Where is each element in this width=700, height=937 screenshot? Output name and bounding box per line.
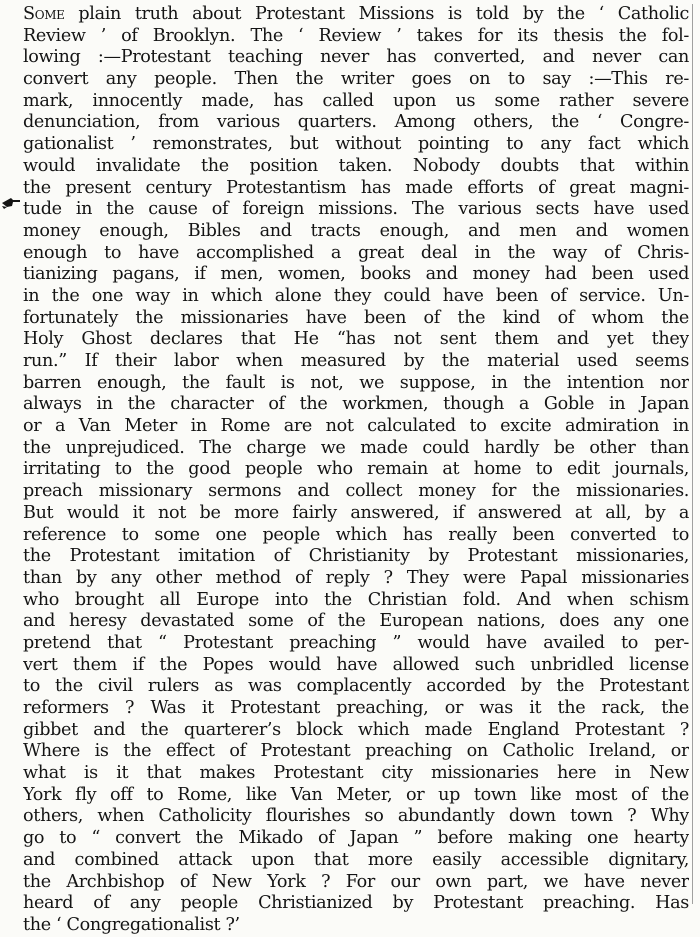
article-line: the Archbishop of New York ? For our own part, we have never — [23, 871, 689, 892]
article-line: preach missionary sermons and collect money for the missionaries. — [23, 481, 689, 502]
article-line: what is it that makes Protestant city missionaries here in New — [23, 763, 689, 784]
article-line: Holy Ghost declares that He “has not sent them and yet they — [23, 329, 689, 350]
article-line: fortunately the missionaries have been of the kind of whom the — [23, 307, 689, 328]
article-line: Where is the effect of Protestant preaching on Catholic Ireland, or — [23, 741, 689, 762]
pointing-hand-icon — [1, 194, 21, 210]
article-line: or a Van Meter in Rome are not calculated to excite admiration in — [23, 416, 689, 437]
article-line: Some plain truth about Protestant Missions is told by the ‘ Catholic — [23, 4, 689, 24]
article-line: to the civil rulers as was complacently accorded by the Protestant — [23, 676, 689, 697]
article-line: than by any other method of reply ? They were Papal missionaries — [23, 567, 689, 588]
article-line: But would it not be more fairly answered, if answered at all, by a — [23, 502, 689, 523]
article-line: the Protestant imitation of Christianity by Protestant missionaries, — [23, 546, 689, 567]
article-line: tude in the cause of foreign missions. The various sects have used — [23, 199, 689, 220]
article-line: would invalidate the position taken. Nobody doubts that within — [23, 155, 689, 176]
article-line: the ‘ Congregationalist ?’ — [23, 914, 240, 935]
article-line: barren enough, the fault is not, we suppose, in the intention nor — [23, 372, 689, 393]
article-line: convert any people. Then the writer goes on to say :—This re- — [23, 69, 689, 90]
article-line: gibbet and the quarterer’s block which made England Protestant ? — [23, 719, 689, 740]
article-line: who brought all Europe into the Christian fold. And when schism — [23, 589, 689, 610]
article-line: gationalist ’ remonstrates, but without pointing to any fact which — [23, 134, 689, 155]
article-line: the unprejudiced. The charge we made could hardly be other than — [23, 437, 689, 458]
article-body — [23, 4, 689, 937]
article-line: Review ’ of Brooklyn. The ‘ Review ’ takes for its thesis the fol- — [23, 25, 689, 46]
article-line: vert them if the Popes would have allowed such unbridled license — [23, 654, 689, 675]
article-line: others, when Catholicity flourishes so abundantly down town ? Why — [23, 806, 689, 827]
article-line: heard of any people Christianized by Protestant preaching. Has — [23, 893, 689, 914]
article-line: pretend that “ Protestant preaching ” would have availed to per- — [23, 632, 689, 653]
article-line: and heresy devastated some of the European nations, does any one — [23, 611, 689, 632]
article-line: and combined attack upon that more easily accessible dignitary, — [23, 849, 689, 870]
column-rule — [692, 4, 693, 904]
article-line: denunciation, from various quarters. Among others, the ‘ Congre- — [23, 112, 689, 133]
article-line: the present century Protestantism has made efforts of great magni- — [23, 177, 689, 198]
article-line: run.” If their labor when measured by the material used seems — [23, 351, 689, 371]
article-line: in the one way in which alone they could have been of service. Un- — [23, 285, 689, 306]
article-line: lowing :—Protestant teaching never has converted, and never can — [23, 47, 689, 68]
article-line: irritating to the good people who remain at home to edit journals, — [23, 459, 689, 480]
article-line: reformers ? Was it Protestant preaching, or was it the rack, the — [23, 698, 689, 718]
article-line: always in the character of the workmen, though a Goble in Japan — [23, 394, 689, 415]
article-line: enough to have accomplished a great deal in the way of Chris- — [23, 242, 689, 263]
article-line: go to “ convert the Mikado of Japan ” before making one hearty — [23, 828, 689, 849]
article-line: money enough, Bibles and tracts enough, and men and women — [23, 220, 689, 241]
article-line: York fly off to Rome, like Van Meter, or up town like most of the — [23, 784, 689, 805]
article-line: mark, innocently made, has called upon us some rather severe — [23, 90, 689, 111]
article-line: tianizing pagans, if men, women, books and money had been used — [23, 264, 689, 285]
article-line: reference to some one people which has really been converted to — [23, 524, 689, 545]
